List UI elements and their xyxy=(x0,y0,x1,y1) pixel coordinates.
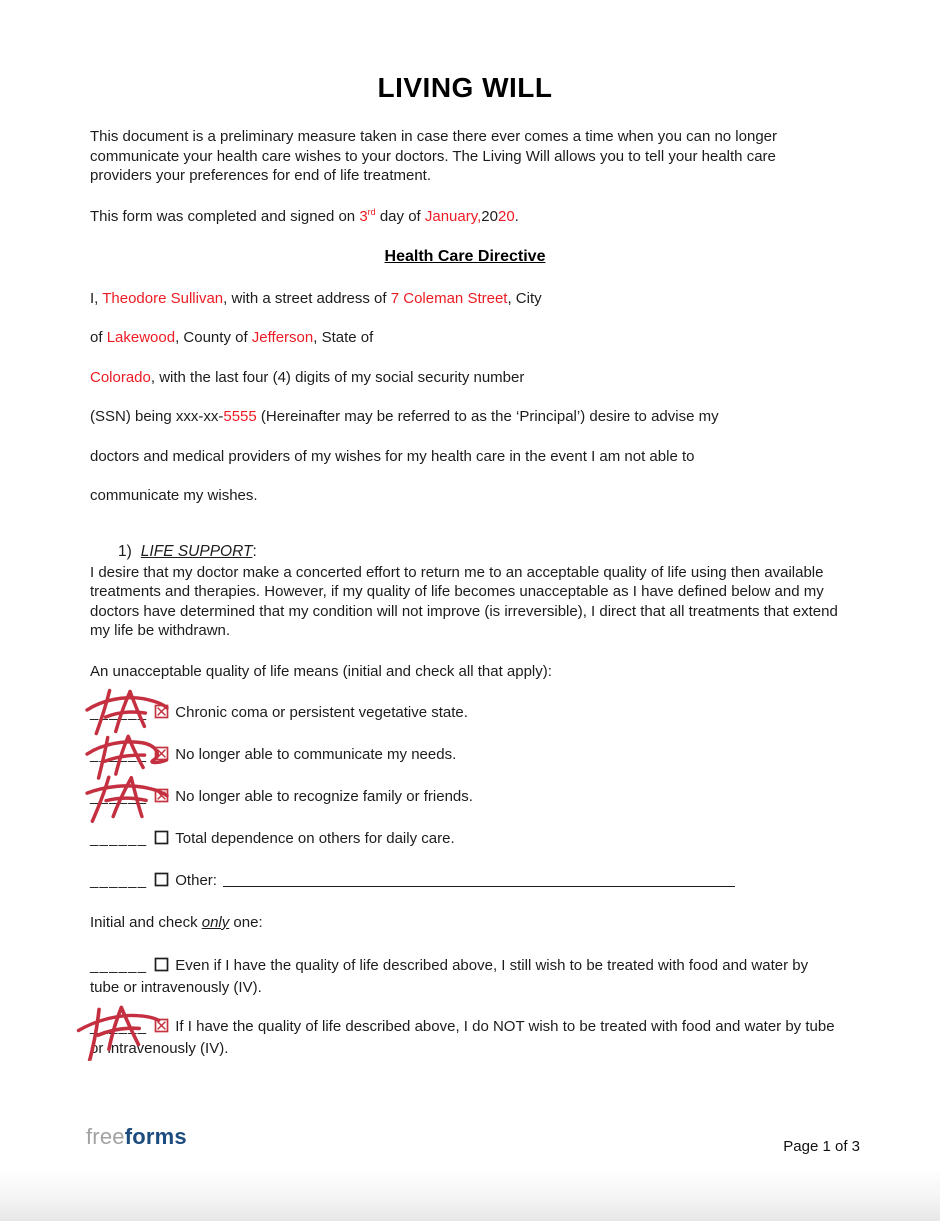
life-support-heading-text: LIFE SUPPORT xyxy=(140,542,253,560)
apply-all-prompt: An unacceptable quality of life means (initial and check all that apply): xyxy=(90,662,552,680)
checklist-label: Other: xyxy=(175,872,217,889)
choice-item-no-feed[interactable] xyxy=(90,1016,840,1061)
section-heading-text: Health Care Directive xyxy=(384,247,546,265)
initial-blank[interactable]: ______ xyxy=(90,788,148,805)
only-one-prompt: Initial and check only one: xyxy=(90,914,263,931)
declaration-line: Colorado, with the last four (4) digits of my social security number xyxy=(90,368,525,386)
other-input-line[interactable] xyxy=(223,872,735,887)
life-support-body: I desire that my doctor make a concerted effort to return me to an acceptable quality of life using then available treatments and therapies. However, if my quality of life becomes unacceptable as I have defined below and my doctors have determined that my condition will not improve (is irreversible), I direct that all treatments that extend my life be withdrawn. xyxy=(90,563,838,639)
initial-blank[interactable]: ______ xyxy=(90,746,148,763)
signed-date-line: This form was completed and signed on 3rd day of January,2020. xyxy=(90,206,519,225)
checkbox-icon[interactable] xyxy=(154,830,169,845)
heading-colon: : xyxy=(252,542,257,560)
checkbox-icon[interactable] xyxy=(154,957,169,972)
page-title: LIVING WILL xyxy=(377,72,553,103)
page-edge-shadow xyxy=(0,1169,940,1221)
checkbox-icon[interactable] xyxy=(154,872,169,887)
checklist-label: No longer able to recognize family or friends. xyxy=(175,788,473,805)
declaration-line: (SSN) being xxx-xx-5555 (Hereinafter may be referred to as the ‘Principal’) desire to advise my xyxy=(90,408,719,425)
initial-blank[interactable]: ______ xyxy=(90,956,148,974)
principal-declaration-paragraph xyxy=(90,279,840,516)
checklist-label: Total dependence on others for daily care. xyxy=(175,830,455,847)
checklist-item-recognize-family[interactable] xyxy=(90,787,840,807)
declaration-line: of Lakewood, County of Jefferson, State of xyxy=(90,329,374,346)
intro-paragraph: This document is a preliminary measure taken in case there ever comes a time when you can no longer communicate your health care wishes to your doctors. The Living Will allows you to tell your health care providers your preferences for end of life treatment. xyxy=(90,128,778,184)
quality-of-life-checklist xyxy=(90,703,840,891)
declaration-line: communicate my wishes. xyxy=(90,487,258,504)
checkbox-icon[interactable] xyxy=(154,1018,169,1033)
initial-blank[interactable]: ______ xyxy=(90,704,148,721)
life-support-heading xyxy=(90,542,840,562)
section-heading-health-care-directive xyxy=(90,248,840,266)
declaration-line: I, Theodore Sullivan, with a street address of 7 Coleman Street, City xyxy=(90,289,542,307)
checklist-item-total-dependence[interactable] xyxy=(90,829,840,849)
choice-item-still-feed[interactable] xyxy=(90,955,840,1000)
choice-label: Even if I have the quality of life described above, I still wish to be treated with food and water by tube or intravenously (IV). xyxy=(90,956,809,996)
page-number: Page 1 of 3 xyxy=(783,1138,860,1155)
checklist-label: Chronic coma or persistent vegetative state. xyxy=(175,704,468,721)
checklist-item-chronic-coma[interactable] xyxy=(90,703,840,723)
initial-blank[interactable]: ______ xyxy=(90,872,148,889)
initial-blank[interactable]: ______ xyxy=(90,1017,148,1035)
freeforms-logo xyxy=(86,1124,187,1150)
checklist-item-communicate-needs[interactable] xyxy=(90,745,840,765)
initial-blank[interactable]: ______ xyxy=(90,830,148,847)
checkbox-icon[interactable] xyxy=(154,704,169,719)
checklist-item-other[interactable] xyxy=(90,871,840,891)
logo-forms-text: forms xyxy=(124,1124,187,1149)
section-number: 1) xyxy=(118,542,132,560)
declaration-line: doctors and medical providers of my wishes for my health care in the event I am not able to xyxy=(90,447,695,465)
choice-label: If I have the quality of life described above, I do NOT wish to be treated with food and water by tube or intravenously (IV). xyxy=(90,1017,835,1057)
checklist-label: No longer able to communicate my needs. xyxy=(175,746,457,763)
checkbox-icon[interactable] xyxy=(154,746,169,761)
logo-free-text: free xyxy=(86,1124,125,1149)
checkbox-icon[interactable] xyxy=(154,788,169,803)
